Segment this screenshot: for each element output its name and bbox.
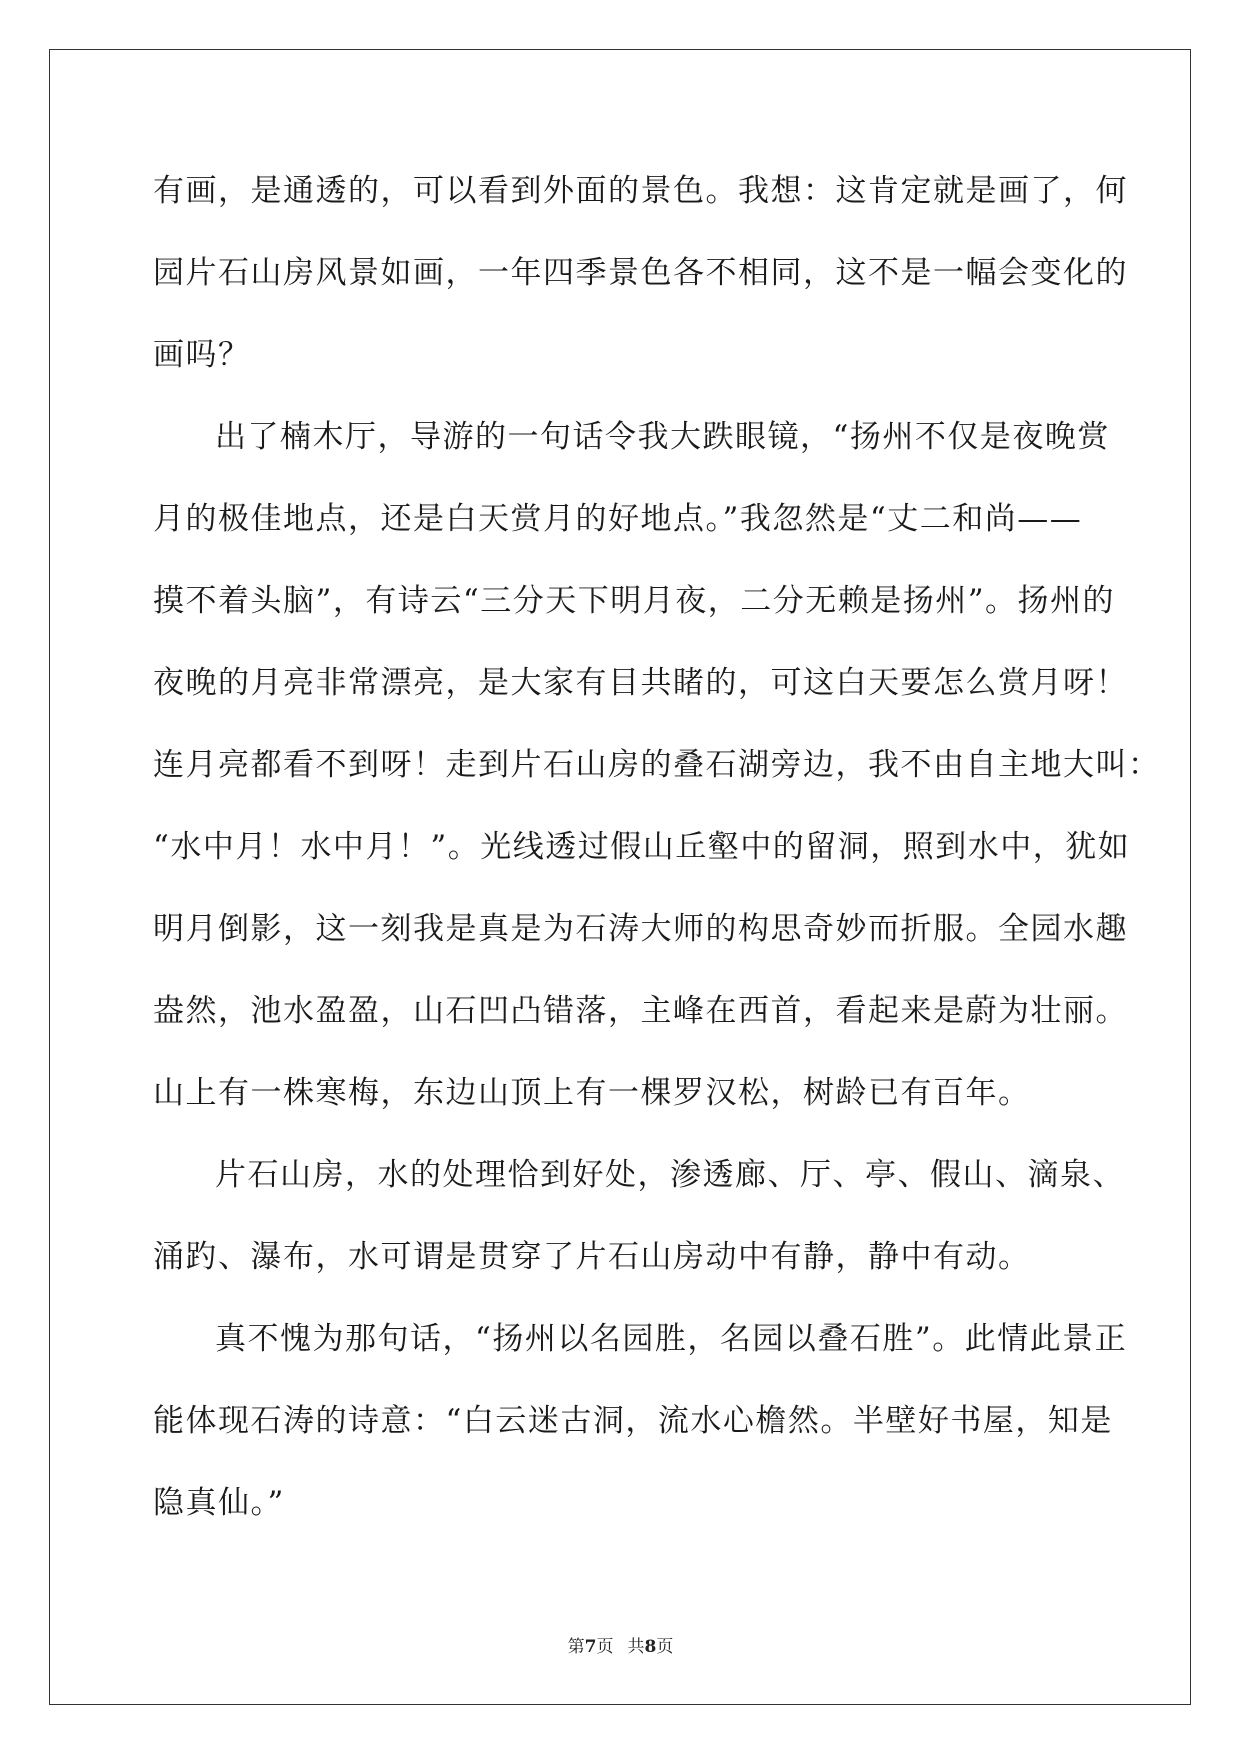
text-line: “水中月！水中月！”。光线透过假山丘壑中的留洞，照到水中，犹如 — [153, 829, 1131, 865]
text-line: 连月亮都看不到呀！走到片石山房的叠石湖旁边，我不由自主地大叫： — [153, 747, 1161, 783]
page-prefix: 第 — [567, 1637, 585, 1657]
text-line: 月的极佳地点，还是白天赏月的好地点。”我忽然是“丈二和尚—— — [153, 501, 1083, 537]
page-number: 7 — [584, 1637, 597, 1657]
document-body — [153, 160, 1161, 1554]
text-line: 园片石山房风景如画，一年四季景色各不相同，这不是一幅会变化的 — [153, 255, 1128, 291]
text-line: 画吗？ — [153, 337, 251, 373]
text-line: 隐真仙。” — [153, 1485, 285, 1521]
page-suffix: 页 — [596, 1637, 614, 1657]
text-line: 有画，是通透的，可以看到外面的景色。我想：这肯定就是画了，何 — [153, 173, 1128, 209]
page-footer — [0, 1632, 1241, 1657]
text-line: 山上有一株寒梅，东边山顶上有一棵罗汉松，树龄已有百年。 — [153, 1075, 1031, 1111]
total-prefix: 共 — [627, 1637, 645, 1657]
text-line: 夜晚的月亮非常漂亮，是大家有目共睹的，可这白天要怎么赏月呀！ — [153, 665, 1128, 701]
paragraph-start-line: 片石山房，水的处理恰到好处，渗透廊、厅、亭、假山、滴泉、 — [215, 1157, 1125, 1193]
text-line: 涌趵、瀑布，水可谓是贯穿了片石山房动中有静，静中有动。 — [153, 1239, 1031, 1275]
text-line: 盎然，池水盈盈，山石凹凸错落，主峰在西首，看起来是蔚为壮丽。 — [153, 993, 1128, 1029]
text-line: 能体现石涛的诗意：“白云迷古洞，流水心檐然。半壁好书屋，知是 — [153, 1403, 1113, 1439]
total-pages: 8 — [644, 1637, 657, 1657]
text-line: 明月倒影，这一刻我是真是为石涛大师的构思奇妙而折服。全园水趣 — [153, 911, 1128, 947]
paragraph-start-line: 出了楠木厅，导游的一句话令我大跌眼镜，“扬州不仅是夜晚赏 — [215, 419, 1110, 455]
total-suffix: 页 — [656, 1637, 674, 1657]
text-line: 摸不着头脑”，有诗云“三分天下明月夜，二分无赖是扬州”。扬州的 — [153, 583, 1116, 619]
paragraph-start-line: 真不愧为那句话，“扬州以名园胜，名园以叠石胜”。此情此景正 — [215, 1321, 1128, 1357]
